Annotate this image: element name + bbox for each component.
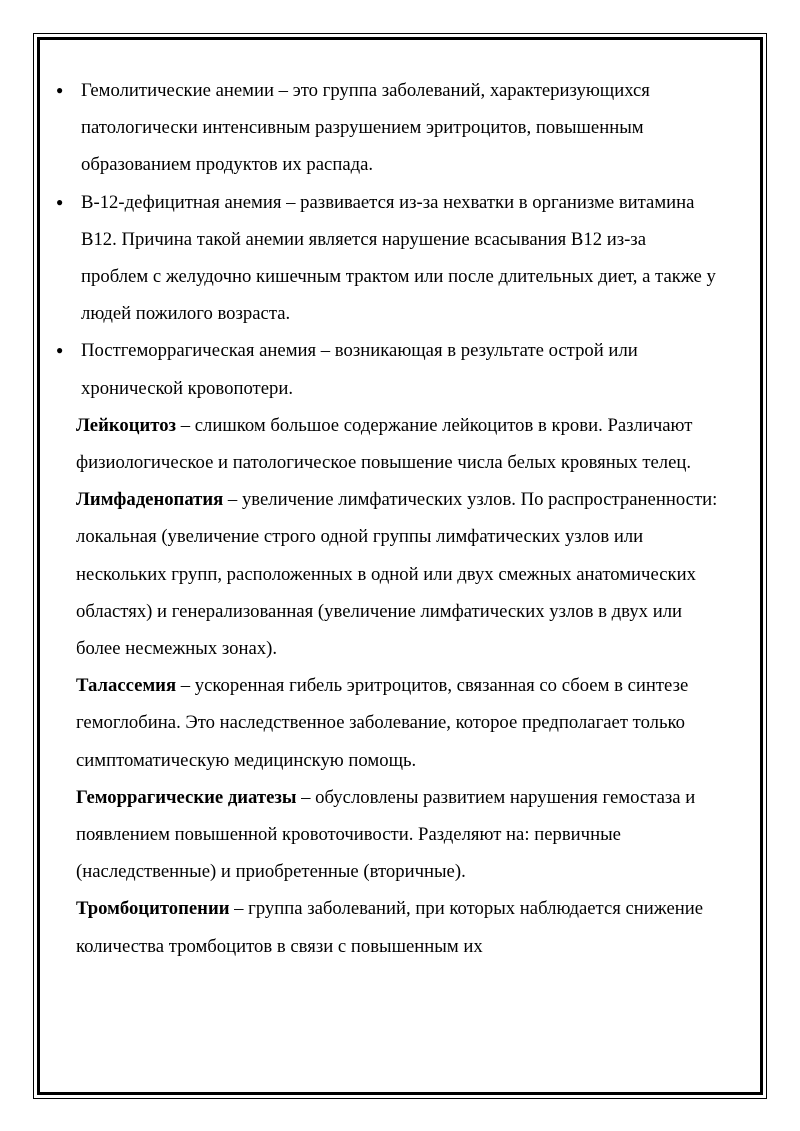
definition-text: – ускоренная гибель эритроцитов, связанная со сбоем в синтезе гемоглобина. Это наследственное заболевание, которое предполагает только симптоматическую медицинскую помощь.	[76, 675, 689, 771]
definition-lymphadenopathy	[56, 481, 736, 667]
document-body	[56, 72, 736, 965]
definition-text: – слишком большое содержание лейкоцитов в крови. Различают физиологическое и патологическое повышение числа белых кровяных телец.	[76, 414, 693, 474]
bullet-icon: ●	[56, 194, 64, 209]
definition-hemorrhagic-diathesis	[56, 779, 736, 891]
list-item-text: В-12-дефицитная анемия – развивается из-за нехватки в организме витамина B12. Причина такой анемии является нарушение всасывания B12 из-за проблем с желудочно кишечным трактом или после длительных диет, а также у людей пожилого возраста.	[81, 191, 716, 325]
list-item-posthemorrhagic-anemia	[56, 332, 736, 406]
list-item-text: Гемолитические анемии – это группа заболеваний, характеризующихся патологически интенсивным разрушением эритроцитов, повышенным образованием продуктов их распада.	[81, 80, 650, 176]
definition-term: Тромбоцитопении	[76, 898, 230, 920]
list-item-text: Постгеморрагическая анемия – возникающая в результате острой или хронической кровопотери.	[81, 340, 638, 399]
bullet-icon: ●	[56, 83, 64, 97]
definition-text: – группа заболеваний, при которых наблюдается снижение количества тромбоцитов в связи с повышенным их	[76, 898, 704, 957]
definition-text: – обусловлены развитием нарушения гемостаза и появлением повышенной кровоточивости. Разделяют на: первичные (наследственные) и приобретенные (вторичные).	[76, 786, 696, 883]
definition-term: Лейкоцитоз	[76, 414, 177, 436]
definition-thalassemia	[56, 667, 736, 779]
definition-term: Геморрагические диатезы	[76, 786, 297, 808]
definition-thrombocytopenia	[56, 890, 736, 964]
bullet-icon: ●	[56, 343, 64, 358]
definition-leukocytosis	[56, 407, 736, 481]
definition-term: Талассемия	[76, 675, 177, 697]
anemia-list	[56, 72, 736, 407]
definition-term: Лимфаденопатия	[76, 489, 224, 511]
list-item-hemolytic-anemia	[56, 72, 736, 184]
definition-text: – увеличение лимфатических узлов. По распространенности: локальная (увеличение строго одной группы лимфатических узлов или нескольких групп, расположенных в одной или двух смежных анатомических областях) и генерализованная (увеличение лимфатических узлов в двух или более несмежных зонах).	[76, 489, 718, 660]
list-item-b12-anemia	[56, 184, 736, 333]
